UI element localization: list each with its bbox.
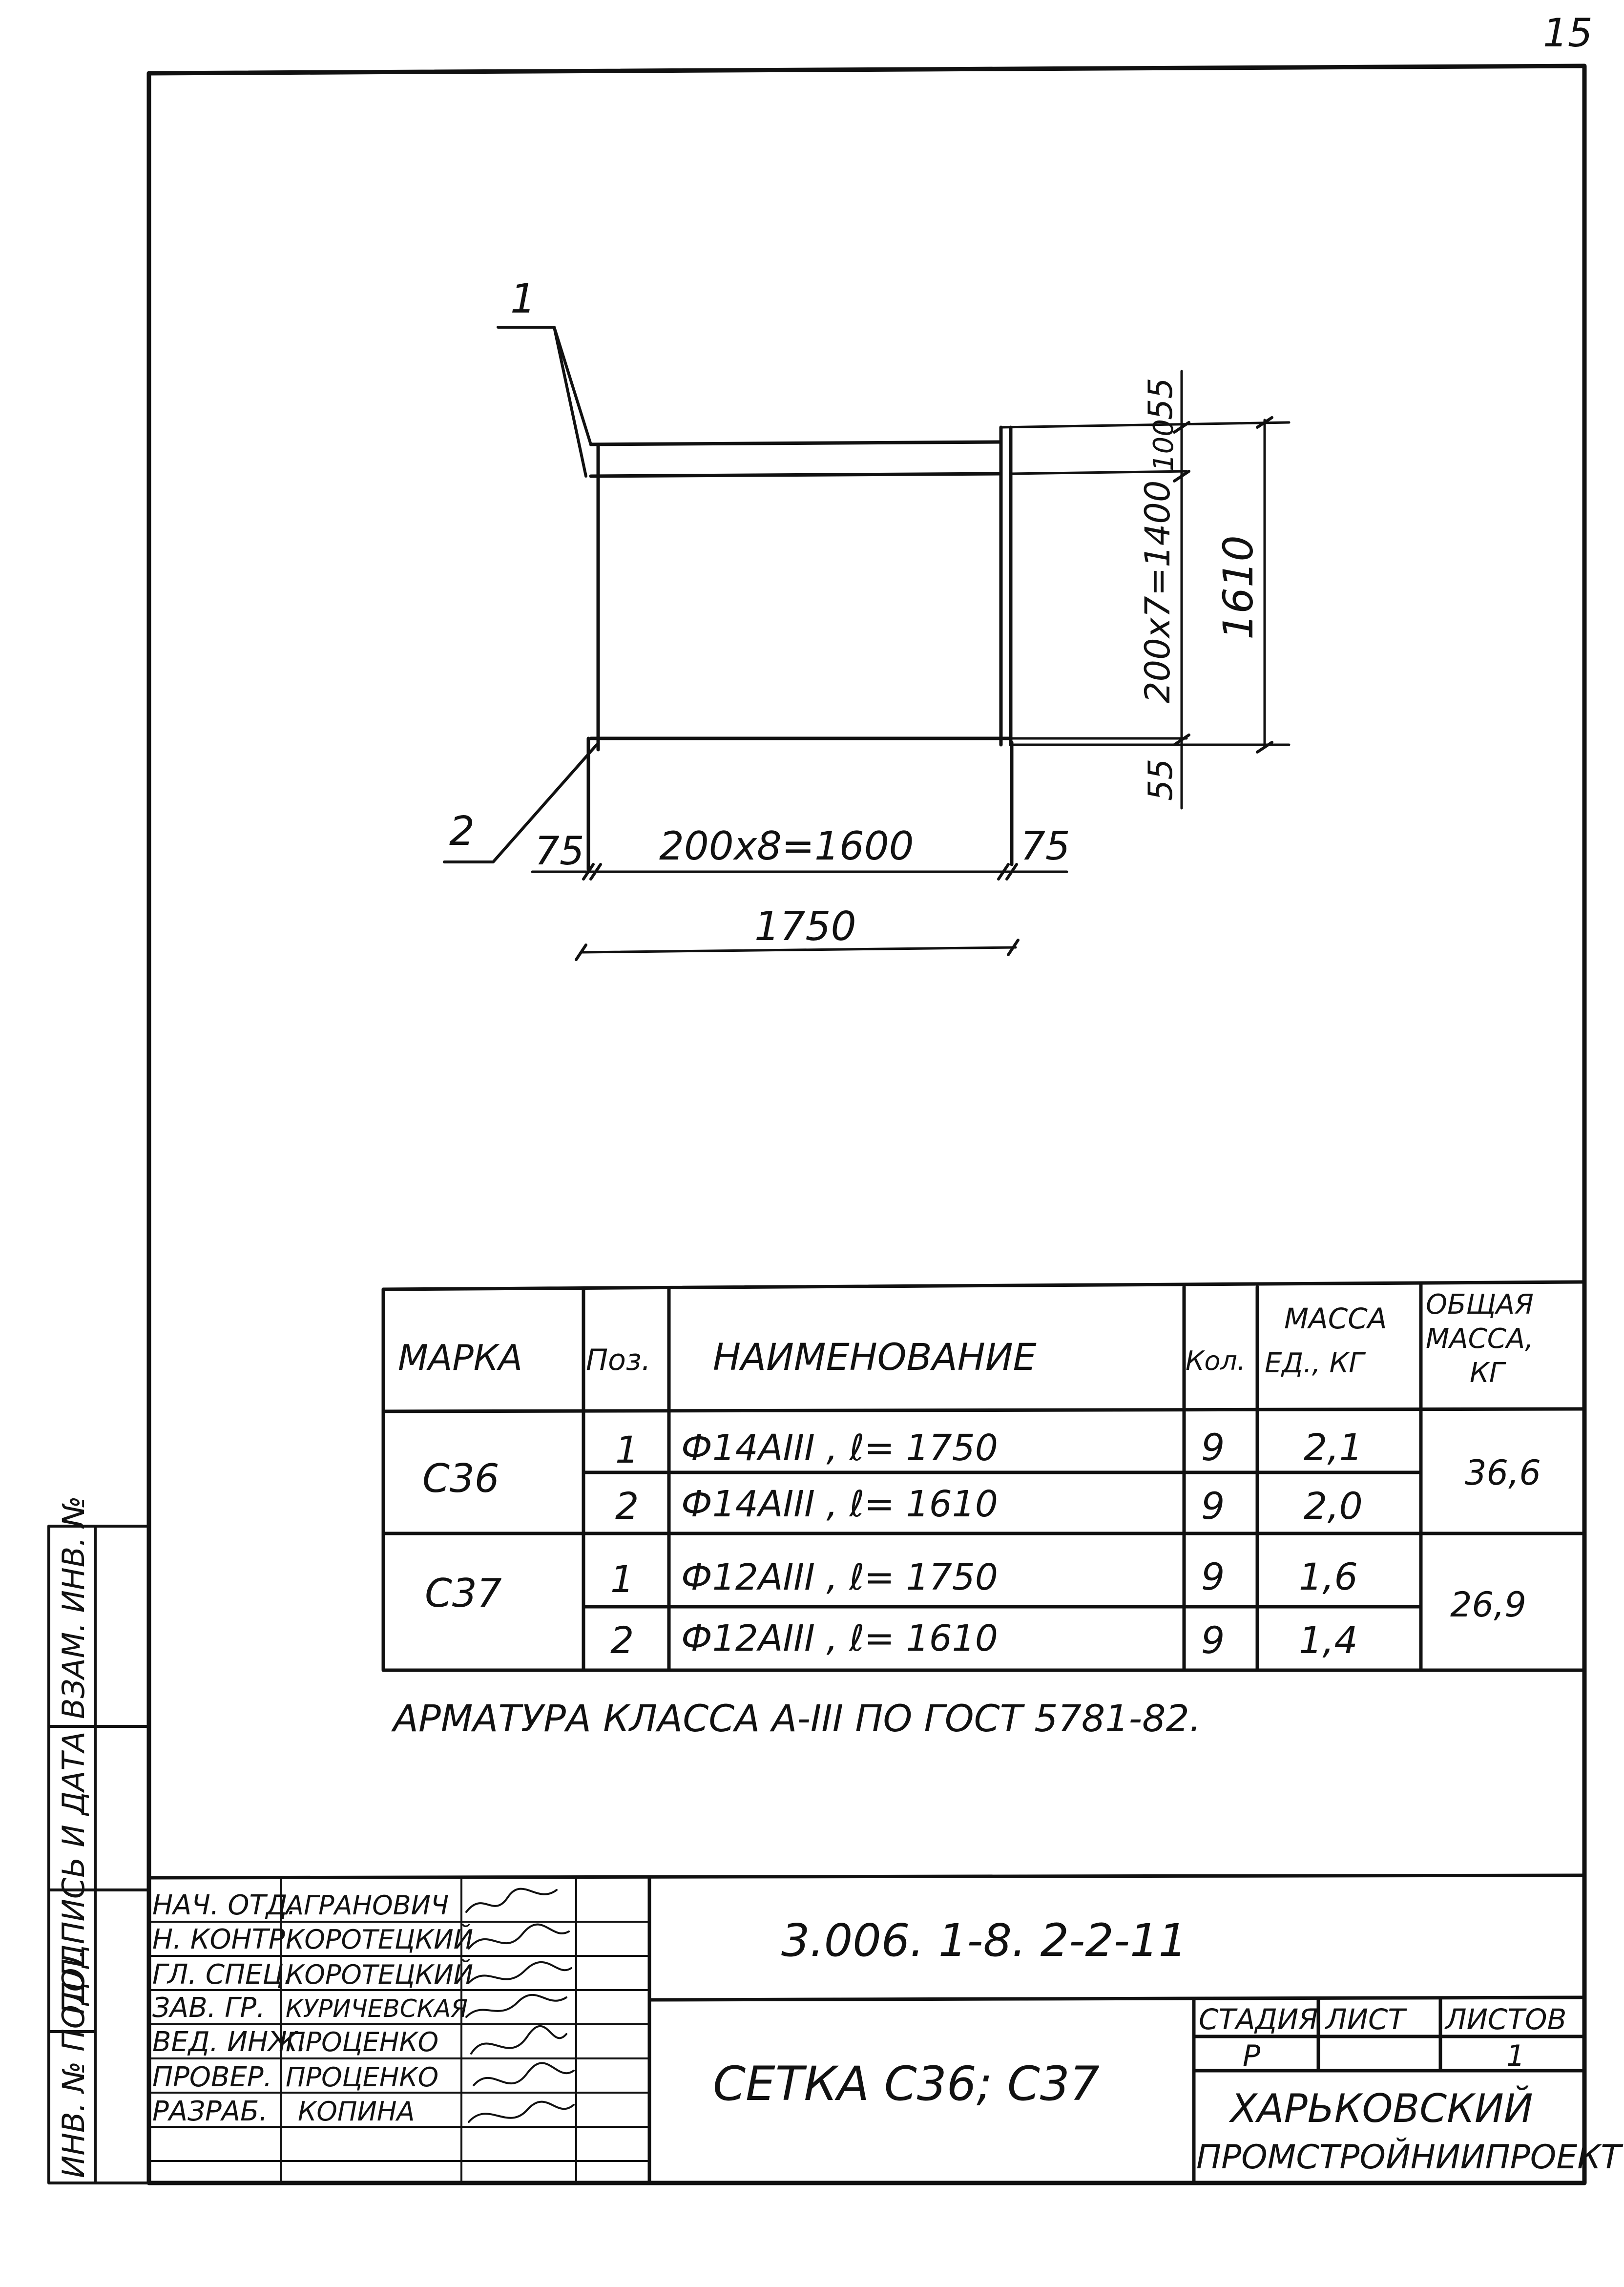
- dim-spacing-vertical: 200x7=1400: [1138, 480, 1178, 703]
- role-group-head: ЗАВ. ГР.: [152, 1992, 265, 2024]
- dim-end-right: 75: [1020, 823, 1070, 869]
- sheets-label: ЛИСТОВ: [1445, 2003, 1567, 2036]
- qty-c36-2: 9: [1201, 1484, 1225, 1528]
- header-total-mass-2: МАССА,: [1426, 1323, 1534, 1355]
- pos-c37-1: 1: [610, 1557, 634, 1601]
- name-c36-1: Ф14АIII , ℓ= 1750: [681, 1427, 998, 1469]
- name-c37-2: Ф12АIII , ℓ= 1610: [681, 1617, 998, 1659]
- mark-c36: С36: [422, 1456, 500, 1501]
- reinforcement-note: АРМАТУРА КЛАССА А-III ПО ГОСТ 5781-82.: [393, 1697, 1201, 1740]
- side-stamp: [49, 1496, 149, 2183]
- sheet-label: ЛИСТ: [1326, 2003, 1405, 2036]
- mesh-bars: [588, 427, 1012, 869]
- role-developed: РАЗРАБ.: [152, 2096, 268, 2127]
- pos-c37-2: 2: [610, 1618, 634, 1662]
- header-total-mass-3: КГ: [1470, 1357, 1504, 1389]
- header-name: НАИМЕНОВАНИЕ: [713, 1335, 1037, 1379]
- spec-table: [383, 1282, 1584, 1670]
- dim-bottom-end: 55: [1142, 758, 1180, 801]
- header-unit-mass-2: ЕД., КГ: [1265, 1347, 1364, 1379]
- dim-total-length: 1750: [754, 903, 856, 950]
- organization-line-2: ПРОМСТРОЙНИИПРОЕКТ: [1196, 2138, 1622, 2177]
- sheets-value: 1: [1506, 2039, 1525, 2073]
- page-number: 15: [1543, 10, 1593, 56]
- total-mass-c37: 26,9: [1450, 1585, 1526, 1625]
- stage-label: СТАДИЯ: [1199, 2003, 1318, 2036]
- stamp-inv-orig: ИНВ. № ПОДЛ.: [56, 1949, 91, 2178]
- role-checked: ПРОВЕР.: [152, 2061, 272, 2093]
- dim-spacing-horizontal: 200x8=1600: [659, 823, 914, 869]
- name-group-head: КУРИЧЕВСКАЯ: [286, 1994, 468, 2023]
- document-code: 3.006. 1-8. 2-2-11: [781, 1914, 1187, 1967]
- header-qty: Кол.: [1186, 1345, 1246, 1376]
- title-block: [149, 1875, 1624, 2183]
- stamp-replace-inv: ВЗАМ. ИНВ. №: [56, 1495, 91, 1719]
- leader-1-label: 1: [510, 276, 536, 322]
- name-head-of-dept: АГРАНОВИЧ: [286, 1890, 449, 1921]
- header-mark: МАРКА: [398, 1337, 523, 1378]
- pos-c36-1: 1: [615, 1428, 639, 1471]
- dim-total-width: 1610: [1214, 535, 1262, 640]
- qty-c37-2: 9: [1201, 1618, 1225, 1662]
- pos-c36-2: 2: [615, 1484, 639, 1528]
- dim-top-end: 55: [1142, 378, 1180, 420]
- name-norm-control: КОРОТЕЦКИЙ: [286, 1924, 474, 1955]
- qty-c36-1: 9: [1201, 1426, 1225, 1469]
- role-lead-engineer: ВЕД. ИНЖ.: [152, 2026, 307, 2058]
- name-developed: КОПИНА: [298, 2096, 415, 2127]
- header-total-mass-1: ОБЩАЯ: [1426, 1289, 1534, 1321]
- name-lead-engineer: ПРОЦЕНКО: [286, 2027, 439, 2057]
- unit-mass-c37-1: 1,6: [1299, 1555, 1358, 1598]
- signatures: [466, 1889, 574, 2122]
- stamp-signature-date: ПОДПИСЬ И ДАТА: [56, 1731, 91, 2014]
- sheet-title: СЕТКА С36; С37: [713, 2056, 1100, 2111]
- sheet-frame: [149, 66, 1584, 2183]
- leader-1: [498, 327, 591, 476]
- stage-value: Р: [1243, 2039, 1261, 2073]
- unit-mass-c36-1: 2,1: [1304, 1426, 1363, 1469]
- mark-c37: С37: [425, 1571, 502, 1616]
- header-pos: Поз.: [586, 1343, 651, 1377]
- name-chief-spec: КОРОТЕЦКИЙ: [286, 1959, 474, 1990]
- name-checked: ПРОЦЕНКО: [286, 2062, 439, 2093]
- unit-mass-c37-2: 1,4: [1299, 1618, 1358, 1662]
- header-unit-mass-1: МАССА: [1284, 1302, 1387, 1335]
- name-c36-2: Ф14АIII , ℓ= 1610: [681, 1483, 998, 1525]
- organization-line-1: ХАРЬКОВСКИЙ: [1230, 2086, 1533, 2131]
- role-chief-spec: ГЛ. СПЕЦ.: [152, 1959, 292, 1991]
- dim-end-left: 75: [535, 828, 584, 874]
- total-mass-c36: 36,6: [1465, 1453, 1541, 1493]
- unit-mass-c36-2: 2,0: [1304, 1484, 1363, 1528]
- leader-2-label: 2: [449, 808, 475, 855]
- role-norm-control: Н. КОНТР.: [152, 1924, 294, 1955]
- name-c37-1: Ф12АIII , ℓ= 1750: [681, 1556, 998, 1598]
- dim-top-gap: 100: [1148, 419, 1180, 471]
- role-head-of-dept: НАЧ. ОТД.: [152, 1889, 296, 1921]
- qty-c37-1: 9: [1201, 1555, 1225, 1598]
- mesh-drawing: [444, 276, 1289, 960]
